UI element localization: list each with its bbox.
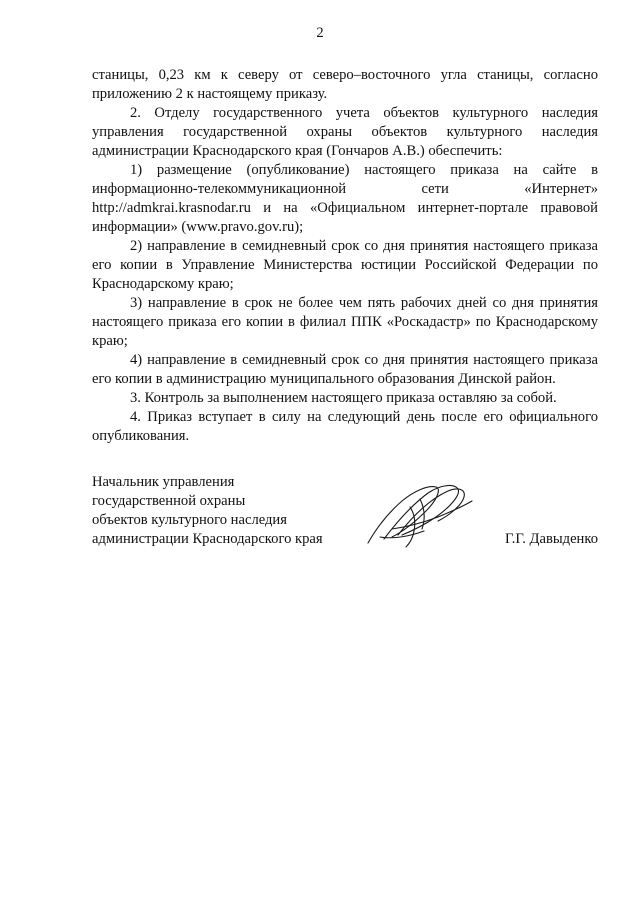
paragraph-continuation: станицы, 0,23 км к северу от северо–восточного угла станицы, согласно приложению 2 к настоящему приказу. bbox=[92, 67, 598, 102]
page-number: 2 bbox=[316, 25, 324, 41]
paragraph-subitem-3: 3) направление в срок не более чем пять рабочих дней со дня принятия настоящего приказа его копии в филиал ППК «Роскадастр» по Краснодарскому краю; bbox=[92, 295, 598, 349]
paragraph-item-4: 4. Приказ вступает в силу на следующий день после его официального опубликования. bbox=[92, 409, 598, 444]
paragraph-subitem-4: 4) направление в семидневный срок со дня принятия настоящего приказа его копии в администрацию муниципального образования Динской район. bbox=[92, 352, 598, 387]
signer-title-line: Начальник управления bbox=[92, 474, 235, 490]
document-body bbox=[92, 66, 598, 446]
signature-block bbox=[92, 473, 598, 573]
signer-title-line: администрации Краснодарского края bbox=[92, 531, 323, 547]
paragraph-subitem-2: 2) направление в семидневный срок со дня принятия настоящего приказа его копии в Управление Министерства юстиции Российской Федерации по Краснодарскому краю; bbox=[92, 238, 598, 292]
paragraph-subitem-1: 1) размещение (опубликование) настоящего приказа на сайте в информационно-телекоммуникационной сети «Интернет» http://admkrai.krasnodar.ru и на «Официальном интернет-портале правовой информации» (www.pravo.gov.ru); bbox=[92, 162, 598, 235]
signer-name: Г.Г. Давыденко bbox=[504, 531, 598, 547]
signer-title-line: объектов культурного наследия bbox=[92, 512, 287, 528]
paragraph-item-3: 3. Контроль за выполнением настоящего приказа оставляю за собой. bbox=[130, 390, 557, 406]
paragraph-item-2: 2. Отделу государственного учета объектов культурного наследия управления государственной охраны объектов культурного наследия администрации Краснодарского края (Гончаров А.В.) обеспечить: bbox=[92, 105, 598, 159]
signer-title-line: государственной охраны bbox=[92, 493, 246, 509]
signer-title bbox=[92, 473, 392, 549]
handwritten-signature-icon bbox=[362, 477, 477, 549]
